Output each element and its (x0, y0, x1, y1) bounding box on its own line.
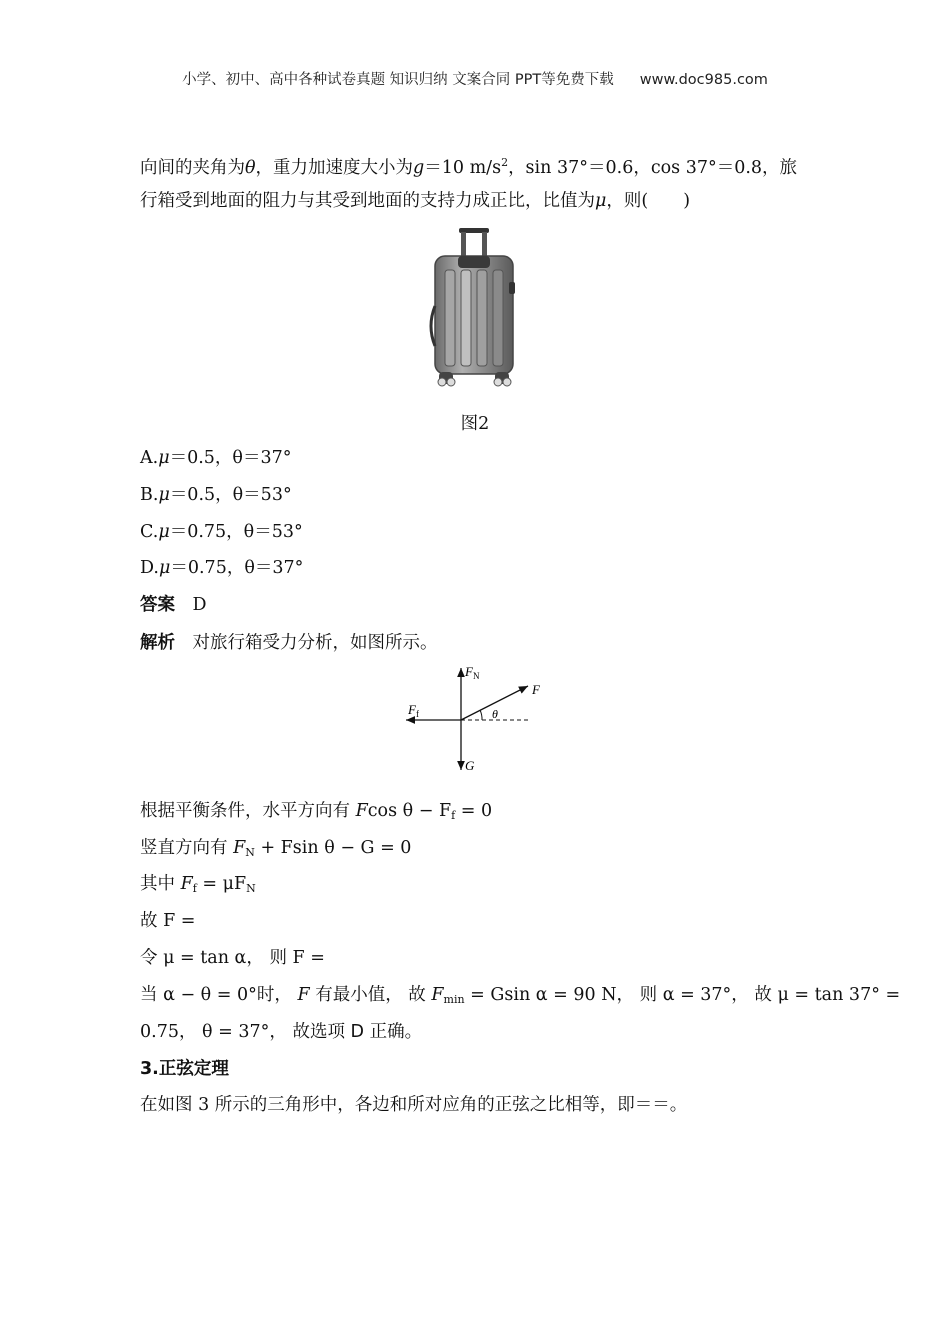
ff-label: $F_f$ (408, 702, 419, 719)
option-d[interactable]: D.μ＝0.75，θ＝37° (140, 558, 304, 578)
theta-label: θ (492, 707, 498, 721)
g-label: G (465, 758, 475, 773)
option-b[interactable]: B.μ＝0.5，θ＝53° (140, 485, 292, 505)
analysis-line-5: 令 μ = tan α， 则 F = (140, 948, 325, 968)
answer-value: D (192, 595, 207, 615)
analysis-line-2: 竖直方向有 $F_N + Fsin$ θ − G = 0 (140, 838, 412, 859)
question-line-1: 向间的夹角为θ，重力加速度大小为g＝10 $m/s^2$，sin 37°＝0.6，cos 37°＝0.8，旅 (140, 156, 798, 178)
answer-line (140, 593, 207, 617)
option-a[interactable]: A.μ＝0.5，θ＝37° (140, 448, 292, 468)
analysis-line-1: 根据平衡条件，水平方向有 Fcos $\theta - F_f = 0$ (140, 801, 493, 822)
fn-label: $F_N$ (465, 664, 480, 681)
section-3-text: 在如图 3 所示的三角形中，各边和所对应角的正弦之比相等，即＝＝。 (140, 1095, 688, 1115)
f-label: F (532, 682, 540, 697)
suitcase-image (425, 226, 525, 388)
answer-tag: 答案 (140, 595, 175, 615)
analysis-line-4: 故 F = (140, 911, 196, 931)
analysis-intro: 解析 对旅行箱受力分析，如图所示。 (140, 633, 438, 653)
header-url[interactable]: www.doc985.com (639, 72, 768, 88)
analysis-line-3: 其中 $F_f = \mu F_N$ (140, 874, 256, 895)
page-header (0, 68, 950, 89)
header-text: 小学、初中、高中各种试卷真题 知识归纳 文案合同 PPT等免费下载 (182, 72, 614, 88)
force-diagram (400, 660, 560, 776)
figure-2-caption: 图2 (460, 414, 490, 434)
option-c[interactable]: C.μ＝0.75，θ＝53° (140, 522, 303, 542)
analysis-line-6: 当 α − θ = 0°时， F 有最小值， 故 $F_{min} = Gsin$ α = 90 N， 则 α = 37°， 故 μ = tan 37° = (140, 985, 901, 1006)
section-3-title: 3.正弦定理 (140, 1059, 229, 1079)
question-line-2: 行箱受到地面的阻力与其受到地面的支持力成正比，比值为μ，则( ) (140, 191, 691, 211)
analysis-line-7: 0.75， θ = 37°， 故选项 D 正确。 (140, 1022, 423, 1042)
analysis-tag: 解析 (140, 633, 175, 653)
theta-arc (480, 710, 482, 720)
